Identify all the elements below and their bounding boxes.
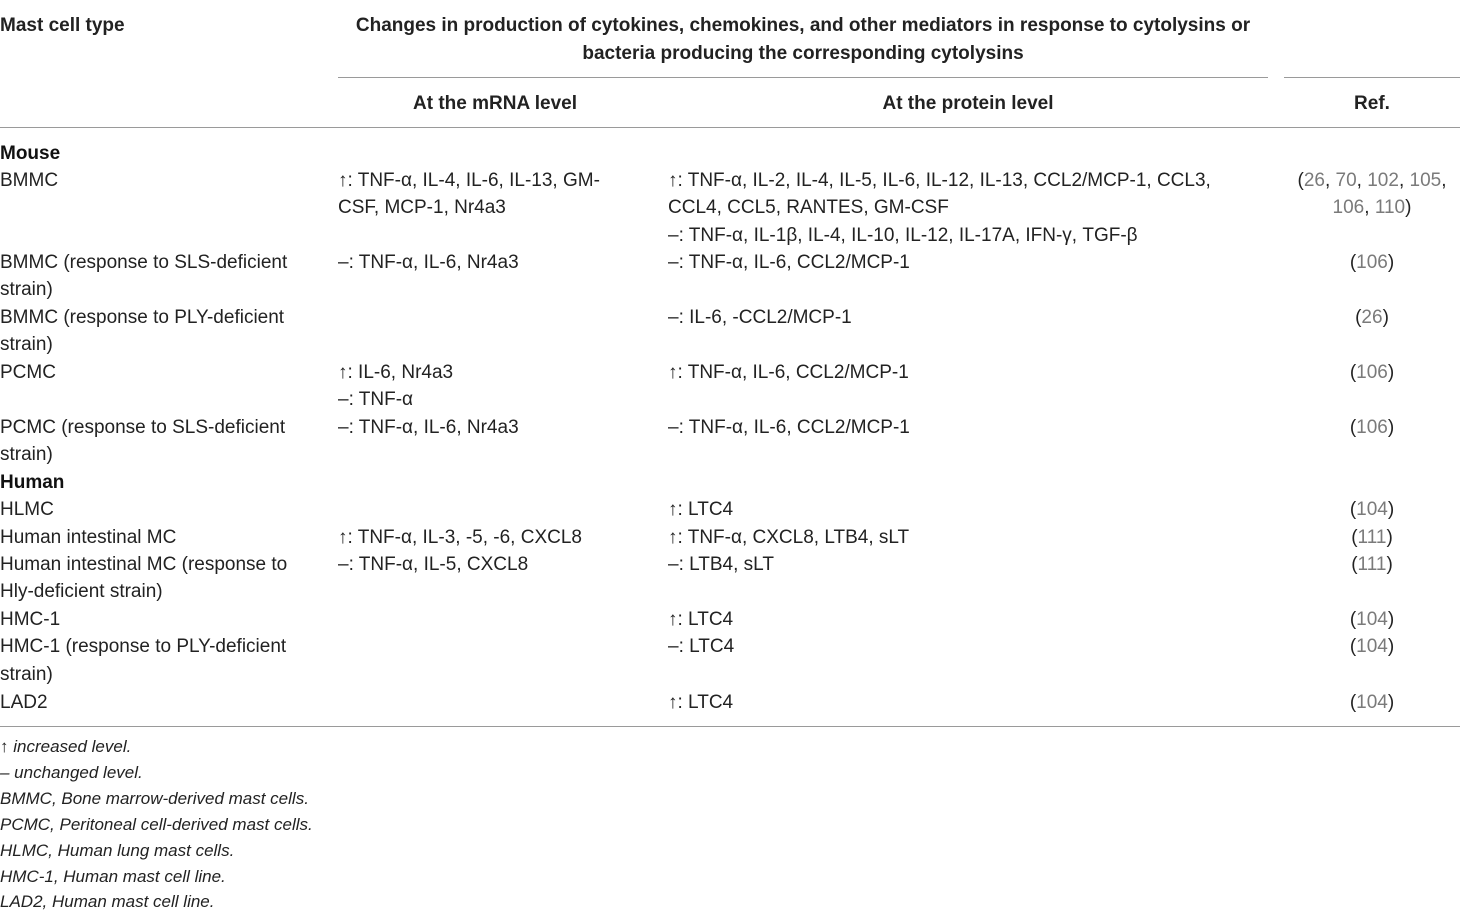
footnote: – unchanged level.	[0, 763, 143, 782]
row-bmmc-ply-ref: (26)	[1355, 307, 1389, 328]
header-mast-cell-type: Mast cell type	[0, 15, 125, 36]
row-himc-mrna: ↑: TNF-α, IL-3, -5, -6, CXCL8	[338, 527, 582, 548]
row-bmmc-protein-l3: –: TNF-α, IL-1β, IL-4, IL-10, IL-12, IL-17A, IFN-γ, TGF-β	[668, 225, 1138, 246]
header-spanner-line1: Changes in production of cytokines, chemokines, and other mediators in response to cytolysins or	[355, 15, 1251, 36]
footnote: LAD2, Human mast cell line.	[0, 892, 215, 911]
row-bmmc-protein-l2: CCL4, CCL5, RANTES, GM-CSF	[668, 197, 949, 218]
row-himc-ref: (111)	[1351, 527, 1393, 548]
row-lad2-type: LAD2	[0, 692, 48, 713]
row-bmmc-mrna-l2: CSF, MCP-1, Nr4a3	[338, 197, 506, 218]
row-bmmc-mrna-l1: ↑: TNF-α, IL-4, IL-6, IL-13, GM-	[338, 170, 600, 191]
ref-link[interactable]: 102	[1367, 170, 1399, 191]
row-hmc1-type: HMC-1	[0, 609, 61, 630]
row-pcmc-mrna-l1: ↑: IL-6, Nr4a3	[338, 362, 454, 383]
ref-link[interactable]: 104	[1356, 636, 1388, 657]
row-bmmc-sls-mrna: –: TNF-α, IL-6, Nr4a3	[338, 252, 519, 273]
row-pcmc-protein: ↑: TNF-α, IL-6, CCL2/MCP-1	[668, 362, 909, 383]
ref-link[interactable]: 70	[1335, 170, 1357, 191]
row-hlmc-type: HLMC	[0, 499, 54, 520]
row-bmmc-sls-ref: (106)	[1349, 252, 1395, 273]
row-pcmc-sls-type-l1: PCMC (response to SLS-deficient	[0, 417, 286, 438]
spanner-rule	[338, 77, 1268, 78]
header-mrna-level: At the mRNA level	[413, 93, 577, 114]
row-hmc1-ref: (104)	[1349, 609, 1395, 630]
row-himc-hly-type-l1: Human intestinal MC (response to	[0, 554, 288, 575]
header-protein-level: At the protein level	[882, 93, 1054, 114]
row-bmmc-sls-type-l2: strain)	[0, 279, 53, 300]
ref-link[interactable]: 110	[1374, 197, 1406, 218]
row-himc-hly-type-l2: Hly-deficient strain)	[0, 581, 163, 602]
row-bmmc-ref-l1: (26, 70, 102, 105,	[1297, 170, 1447, 191]
ref-link[interactable]: 104	[1356, 609, 1388, 630]
row-bmmc-ref-l2: 106, 110)	[1332, 197, 1412, 218]
table-bottom-rule	[0, 726, 1460, 727]
group-label-human: Human	[0, 472, 65, 493]
row-hmc1-ply-protein: –: LTC4	[668, 636, 735, 657]
ref-link[interactable]: 106	[1356, 252, 1388, 273]
row-hlmc-ref: (104)	[1349, 499, 1395, 520]
row-lad2-ref: (104)	[1349, 692, 1395, 713]
ref-link[interactable]: 111	[1357, 527, 1387, 548]
row-hmc1-ply-ref: (104)	[1349, 636, 1395, 657]
ref-link[interactable]: 104	[1356, 499, 1388, 520]
row-himc-type: Human intestinal MC	[0, 527, 177, 548]
ref-link[interactable]: 111	[1357, 554, 1387, 575]
ref-link[interactable]: 106	[1356, 362, 1388, 383]
row-himc-hly-ref: (111)	[1351, 554, 1393, 575]
row-pcmc-type: PCMC	[0, 362, 56, 383]
row-bmmc-protein-l1: ↑: TNF-α, IL-2, IL-4, IL-5, IL-6, IL-12, IL-13, CCL2/MCP-1, CCL3,	[668, 170, 1211, 191]
row-bmmc-ply-type-l2: strain)	[0, 334, 53, 355]
footnote: HLMC, Human lung mast cells.	[0, 841, 235, 860]
header-bottom-rule	[0, 127, 1460, 128]
ref-link[interactable]: 104	[1356, 692, 1388, 713]
row-hmc1-protein: ↑: LTC4	[668, 609, 734, 630]
ref-link[interactable]: 105	[1409, 170, 1442, 191]
ref-link[interactable]: 26	[1361, 307, 1383, 328]
group-label-mouse: Mouse	[0, 143, 61, 164]
ref-link[interactable]: 106	[1356, 417, 1388, 438]
row-bmmc-sls-type-l1: BMMC (response to SLS-deficient	[0, 252, 288, 273]
row-pcmc-sls-mrna: –: TNF-α, IL-6, Nr4a3	[338, 417, 519, 438]
row-bmmc-sls-protein: –: TNF-α, IL-6, CCL2/MCP-1	[668, 252, 910, 273]
row-pcmc-ref: (106)	[1349, 362, 1395, 383]
row-hmc1-ply-type-l2: strain)	[0, 664, 53, 685]
row-himc-hly-mrna: –: TNF-α, IL-5, CXCL8	[338, 554, 529, 575]
row-bmmc-ply-type-l1: BMMC (response to PLY-deficient	[0, 307, 285, 328]
row-pcmc-mrna-l2: –: TNF-α	[338, 389, 414, 410]
ref-link[interactable]: 106	[1332, 197, 1365, 218]
footnote: HMC-1, Human mast cell line.	[0, 867, 226, 886]
row-pcmc-sls-ref: (106)	[1349, 417, 1395, 438]
row-lad2-protein: ↑: LTC4	[668, 692, 734, 713]
ref-spanner-rule	[1284, 77, 1460, 78]
row-himc-hly-protein: –: LTB4, sLT	[668, 554, 774, 575]
row-bmmc-ply-protein: –: IL-6, -CCL2/MCP-1	[668, 307, 852, 328]
footnote: ↑ increased level.	[0, 737, 132, 756]
row-pcmc-sls-protein: –: TNF-α, IL-6, CCL2/MCP-1	[668, 417, 910, 438]
header-spanner-line2: bacteria producing the corresponding cytolysins	[582, 43, 1024, 64]
row-hlmc-protein: ↑: LTC4	[668, 499, 734, 520]
row-hmc1-ply-type-l1: HMC-1 (response to PLY-deficient	[0, 636, 287, 657]
row-bmmc-type: BMMC	[0, 170, 59, 191]
row-pcmc-sls-type-l2: strain)	[0, 444, 53, 465]
row-himc-protein: ↑: TNF-α, CXCL8, LTB4, sLT	[668, 527, 910, 548]
footnote: BMMC, Bone marrow-derived mast cells.	[0, 789, 309, 808]
header-ref: Ref.	[1354, 93, 1390, 114]
footnote: PCMC, Peritoneal cell-derived mast cells.	[0, 815, 313, 834]
ref-link[interactable]: 26	[1303, 170, 1325, 191]
